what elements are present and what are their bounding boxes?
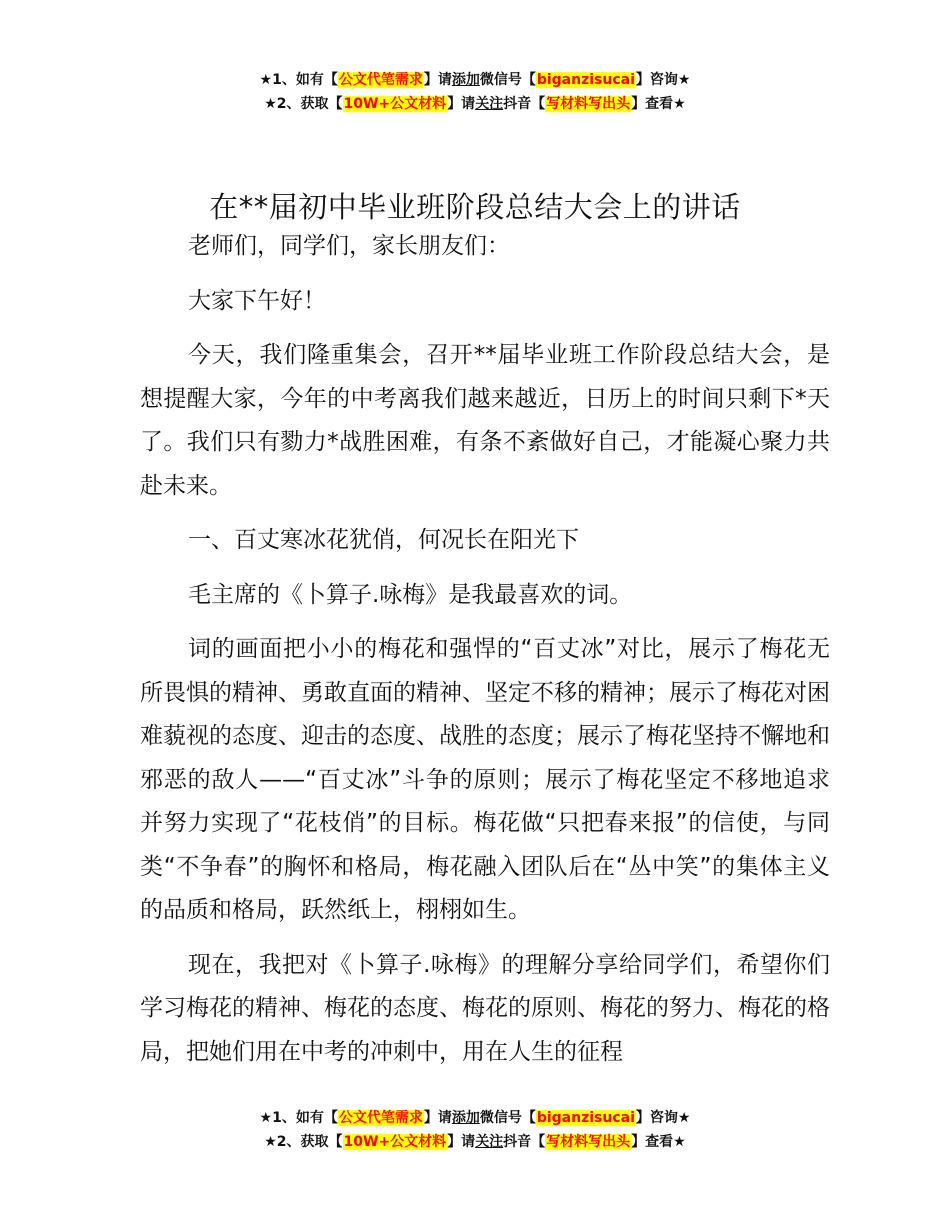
banner-text: 】查看★ — [631, 1134, 686, 1150]
banner-text: ★1、如有【 — [259, 72, 338, 88]
body-paragraph: 今天，我们隆重集会，召开**届毕业班工作阶段总结大会，是想提醒大家，今年的中考离我们越来越近，日历上的时间只剩下*天了。我们只有勠力*战胜困难，有条不紊做好自己，才能凝心聚力共赴未来。 — [140, 342, 830, 499]
banner-text: 】咨询★ — [635, 72, 691, 88]
section-heading: 一、百丈寒冰花犹俏，何况长在阳光下 — [188, 527, 579, 553]
banner-line-1 — [0, 1106, 950, 1130]
body-paragraph: 词的画面把小小的梅花和强悍的“百丈冰”对比，展示了梅花无所畏惧的精神、勇敢直面的精神、坚定不移的精神；展示了梅花对困难藐视的态度、迎击的态度、战胜的态度；展示了梅花坚持不懈地和邪恶的敌人——“百丈冰”斗争的原则；展示了梅花坚定不移地追求并努力实现了“花枝俏”的目标。梅花做“只把春来报”的信使，与同类“不争春”的胸怀和格局，梅花融入团队后在“丛中笑”的集体主义的品质和格局，跃然纸上，栩栩如生。 — [140, 636, 830, 923]
document-title: 在**届初中毕业班阶段总结大会上的讲话 — [209, 190, 741, 225]
banner-underlined-text: 添加 — [451, 1110, 480, 1126]
banner-text: 】咨询★ — [635, 1110, 691, 1126]
banner-underlined-text: 关注 — [475, 96, 504, 112]
banner-text: 】请 — [447, 1134, 476, 1150]
banner-highlight-materials: 10W+公文材料 — [343, 96, 447, 112]
banner-text: 】请 — [423, 72, 452, 88]
banner-line-2 — [0, 92, 950, 116]
banner-highlight-service: 公文代笔需求 — [338, 1110, 423, 1126]
banner-underlined-text: 添加 — [451, 72, 480, 88]
banner-line-2 — [0, 1130, 950, 1154]
banner-highlight-service: 公文代笔需求 — [338, 72, 423, 88]
banner-text: 】请 — [423, 1110, 452, 1126]
body-paragraph: 现在，我把对《卜算子.咏梅》的理解分享给同学们，希望你们学习梅花的精神、梅花的态度、梅花的原则、梅花的努力、梅花的格局，把她们用在中考的冲刺中，用在人生的征程 — [140, 951, 830, 1065]
footer-banner — [0, 1106, 950, 1154]
banner-text: 】查看★ — [631, 96, 686, 112]
banner-text: 微信号【 — [479, 72, 536, 88]
banner-highlight-materials: 10W+公文材料 — [343, 1134, 447, 1150]
banner-text: 抖音【 — [503, 96, 546, 112]
banner-text: 微信号【 — [479, 1110, 536, 1126]
greeting: 大家下午好！ — [188, 287, 326, 314]
banner-text: 】请 — [447, 96, 476, 112]
banner-highlight-douyin-id: 写材料写出头 — [546, 1134, 631, 1150]
banner-text: ★1、如有【 — [259, 1110, 338, 1126]
banner-underlined-text: 关注 — [475, 1134, 504, 1150]
salutation: 老师们，同学们，家长朋友们： — [188, 233, 510, 259]
body-paragraph: 毛主席的《卜算子.咏梅》是我最喜欢的词。 — [188, 581, 633, 608]
banner-text: ★2、获取【 — [264, 96, 343, 112]
banner-text: 抖音【 — [503, 1134, 546, 1150]
document-body — [140, 225, 830, 1074]
header-banner — [0, 68, 950, 116]
banner-text: ★2、获取【 — [264, 1134, 343, 1150]
banner-line-1 — [0, 68, 950, 92]
banner-highlight-wechat-id: biganzisucai — [536, 72, 635, 88]
banner-highlight-douyin-id: 写材料写出头 — [546, 96, 631, 112]
banner-highlight-wechat-id: biganzisucai — [536, 1110, 635, 1126]
